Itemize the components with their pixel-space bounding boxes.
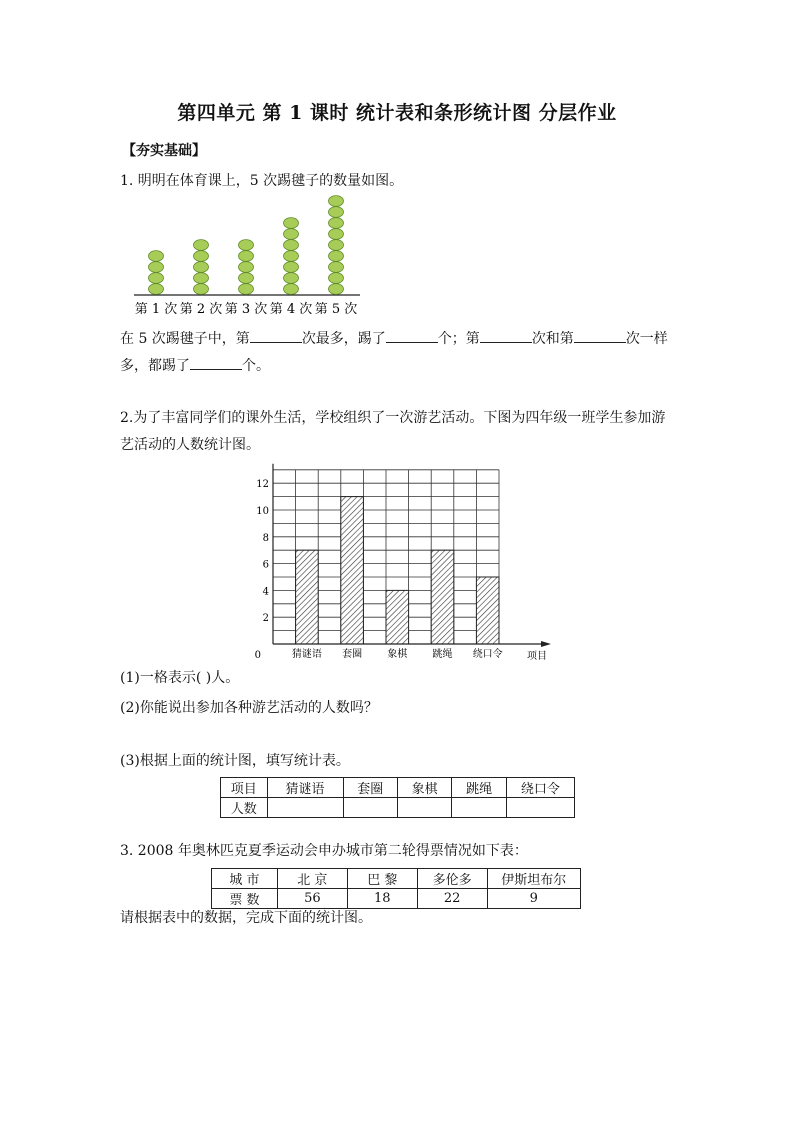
table-cell: 票 数 (212, 889, 278, 909)
x-tick-label: 跳绳 (432, 649, 453, 660)
shuttlecock-bead (284, 251, 299, 262)
x-tick-label: 绕口令 (472, 649, 503, 660)
shuttlecock-bead (239, 262, 254, 273)
q1-line1-part3: 个；第 (437, 331, 480, 347)
y-tick-label: 12 (256, 479, 269, 491)
shuttlecock-bead (239, 284, 254, 295)
q2-sub3: (3)根据上面的统计图，填写统计表。 (120, 753, 350, 769)
table-cell: 套圈 (343, 778, 397, 798)
shuttlecock-bead (284, 273, 299, 284)
q3-text: 3. 2008 年奥林匹克夏季运动会申办城市第二轮得票情况如下表： (120, 843, 528, 859)
x-tick-label: 猜谜语 (291, 649, 322, 660)
attempt-label: 第 2 次 (179, 302, 223, 317)
y-tick-label: 8 (262, 532, 269, 544)
table-cell: 56 (277, 889, 347, 909)
q1-line1-part1: 在 5 次踢毽子中，第 (120, 331, 250, 347)
shuttlecock-bead (194, 273, 209, 284)
attempt-label: 第 4 次 (269, 302, 313, 317)
shuttlecock-bead (329, 240, 344, 251)
q1-line1-part5: 次一样 (625, 331, 668, 347)
shuttlecock-bead (194, 262, 209, 273)
shuttlecock-bead (329, 196, 344, 207)
q2-sub1: (1)一格表示( )人。 (120, 670, 240, 686)
blank-most-count[interactable] (386, 328, 438, 343)
table-cell: 跳绳 (452, 778, 506, 798)
bar (386, 590, 409, 644)
activity-fill-table (220, 777, 575, 818)
table-cell: 绕口令 (506, 778, 574, 798)
shuttlecock-bead (329, 262, 344, 273)
table-cell: 9 (487, 889, 580, 909)
table-cell: 北 京 (277, 869, 347, 889)
table-cell: 人数 (221, 798, 268, 818)
q3-after-text: 请根据表中的数据，完成下面的统计图。 (120, 910, 372, 926)
shuttlecock-bead (329, 229, 344, 240)
table-header-row (212, 869, 581, 889)
shuttlecock-bead (194, 240, 209, 251)
shuttlecock-bead (284, 240, 299, 251)
shuttlecock-bead (149, 251, 164, 262)
shuttlecock-bead (284, 229, 299, 240)
table-cell: 伊斯坦布尔 (487, 869, 580, 889)
table-cell: 城 市 (212, 869, 278, 889)
q1-line2-part2: 个。 (242, 358, 270, 374)
q2-text-line1: 2.为了丰富同学们的课外生活，学校组织了一次游艺活动。下图为四年级一班学生参加游 (120, 410, 666, 426)
y-tick-label: 6 (262, 559, 269, 571)
attempt-label: 第 3 次 (224, 302, 268, 317)
shuttlecock-bead (194, 284, 209, 295)
x-axis-label: 项目 (527, 651, 547, 662)
shuttlecock-bead (239, 273, 254, 284)
shuttlecock-bead (149, 284, 164, 295)
q1-line1-part2: 次最多，踢了 (301, 331, 386, 347)
table-cell: 项目 (221, 778, 268, 798)
q2-sub2: (2)你能说出参加各种游艺活动的人数吗？ (120, 700, 378, 716)
shuttlecock-bead (284, 284, 299, 295)
blank-most-time[interactable] (250, 328, 302, 343)
table-cell: 18 (347, 889, 417, 909)
activity-bar-chart (240, 455, 547, 665)
shuttlecock-bead (194, 251, 209, 262)
shuttlecock-bead (149, 273, 164, 284)
shuttlecock-bead (329, 207, 344, 218)
x-tick-label: 象棋 (387, 649, 408, 660)
blank-same-b[interactable] (574, 328, 626, 343)
answer-cell[interactable] (452, 798, 506, 818)
bar (431, 550, 454, 644)
shuttlecock-figure (128, 193, 368, 323)
q1-answer-line2 (120, 355, 270, 377)
votes-table (211, 868, 581, 909)
y-tick-label: 10 (256, 506, 269, 517)
shuttlecock-bead (329, 251, 344, 262)
section-heading: 【夯实基础】 (122, 143, 206, 159)
table-cell: 猜谜语 (267, 778, 343, 798)
q1-line1-part4: 次和第 (531, 331, 574, 347)
q1-text: 1. 明明在体育课上，5 次踢毽子的数量如图。 (120, 173, 404, 189)
table-cell: 22 (417, 889, 487, 909)
shuttlecock-bead (329, 273, 344, 284)
attempt-label: 第 1 次 (134, 302, 178, 317)
answer-cell[interactable] (506, 798, 574, 818)
q2-text-line2: 艺活动的人数统计图。 (120, 437, 260, 453)
blank-same-count[interactable] (190, 355, 242, 370)
shuttlecock-bead (284, 218, 299, 229)
shuttlecock-bead (329, 218, 344, 229)
y-tick-label: 2 (262, 613, 269, 625)
blank-same-a[interactable] (480, 328, 532, 343)
x-tick-label: 套圈 (342, 649, 363, 660)
shuttlecock-bead (239, 240, 254, 251)
q1-answer-line1 (120, 328, 668, 350)
shuttlecock-bead (149, 262, 164, 273)
attempt-label: 第 5 次 (314, 302, 358, 317)
shuttlecock-bead (239, 251, 254, 262)
table-cell: 多伦多 (417, 869, 487, 889)
table-header-row (221, 778, 575, 798)
y-tick-label: 4 (262, 586, 269, 598)
page-title: 第四单元 第 1 课时 统计表和条形统计图 分层作业 (177, 102, 617, 124)
table-row (221, 798, 575, 818)
answer-cell[interactable] (343, 798, 397, 818)
answer-cell[interactable] (267, 798, 343, 818)
bar (476, 577, 499, 644)
answer-cell[interactable] (397, 798, 451, 818)
bar (296, 550, 319, 644)
bar (341, 497, 364, 644)
q1-line2-part1: 多，都踢了 (120, 358, 190, 374)
table-cell: 象棋 (397, 778, 451, 798)
y-tick-label: 0 (254, 650, 261, 661)
x-axis-arrow (541, 641, 551, 647)
table-cell: 巴 黎 (347, 869, 417, 889)
table-row (212, 889, 581, 909)
shuttlecock-bead (284, 262, 299, 273)
shuttlecock-bead (329, 284, 344, 295)
